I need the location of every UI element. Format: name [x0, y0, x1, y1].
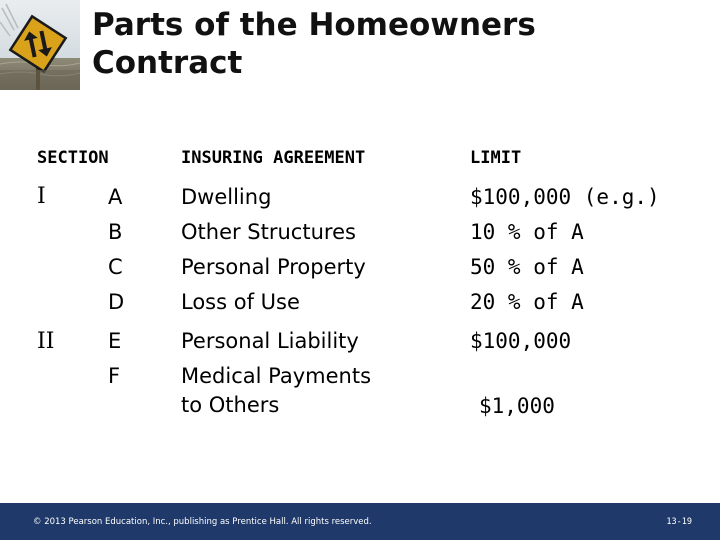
section-ii: II — [37, 329, 55, 354]
header-limit: LIMIT — [470, 148, 522, 168]
limit-b: 10 % of A — [470, 220, 584, 244]
coverage-letter-d: D — [108, 290, 125, 314]
limit-f: $1,000 — [479, 394, 555, 418]
flooded-sign-photo — [0, 0, 80, 90]
agreement-loss-of-use: Loss of Use — [181, 290, 300, 314]
coverage-letter-f: F — [108, 364, 121, 388]
coverage-letter-b: B — [108, 220, 123, 244]
page-title — [92, 6, 536, 82]
coverage-letter-c: C — [108, 255, 123, 279]
agreement-personal-liability: Personal Liability — [181, 329, 359, 353]
agreement-medical-payments-line-1: Medical Payments — [181, 364, 372, 388]
limit-e: $100,000 — [470, 329, 572, 353]
header-section: SECTION — [37, 148, 109, 168]
limit-a: $100,000 (e.g.) — [470, 185, 660, 209]
limit-c: 50 % of A — [470, 255, 584, 279]
coverage-letter-e: E — [108, 329, 122, 353]
agreement-dwelling: Dwelling — [181, 185, 272, 209]
agreement-medical-payments-line-2: to Others — [181, 393, 280, 417]
coverage-letter-a: A — [108, 185, 123, 209]
title-line-2: Contract — [92, 45, 243, 81]
agreement-other-structures: Other Structures — [181, 220, 356, 244]
agreement-personal-property: Personal Property — [181, 255, 366, 279]
section-i: I — [37, 184, 46, 209]
copyright-notice: © 2013 Pearson Education, Inc., publishing as Prentice Hall. All rights reserved. — [33, 517, 372, 527]
page-number: 13-19 — [666, 517, 692, 527]
footer-bar — [0, 503, 720, 540]
limit-d: 20 % of A — [470, 290, 584, 314]
title-line-1: Parts of the Homeowners — [92, 7, 536, 43]
flooded-sign-icon — [0, 0, 80, 90]
header-insuring-agreement: INSURING AGREEMENT — [181, 148, 366, 168]
